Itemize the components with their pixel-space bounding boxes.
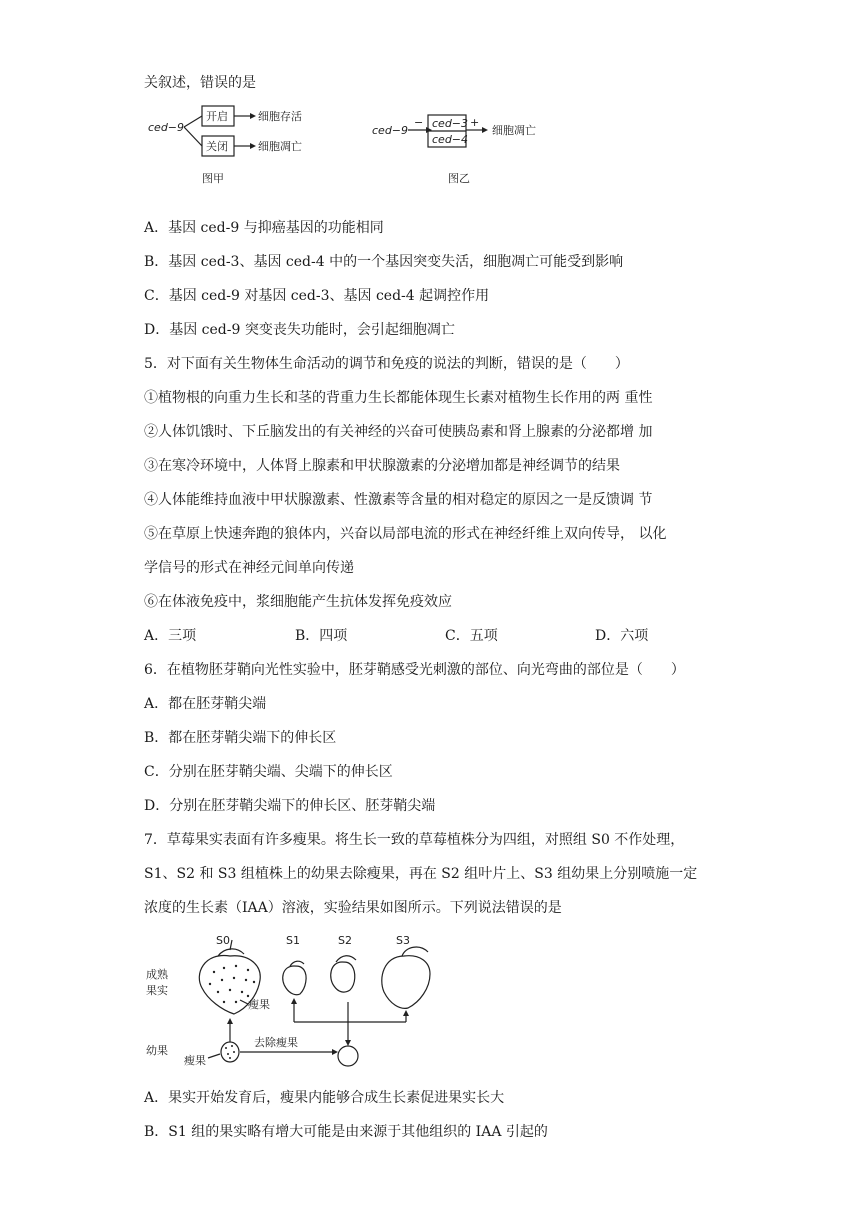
outcome-survive: 细胞存活 — [258, 110, 302, 123]
outcome-apoptosis: 细胞凋亡 — [258, 140, 302, 153]
q6-stem: 6．在植物胚芽鞘向光性实验中，胚芽鞘感受光刺激的部位、向光弯曲的部位是（ ） — [144, 662, 685, 678]
box-on-label: 开启 — [206, 110, 228, 123]
q6-option-c: C．分别在胚芽鞘尖端、尖端下的伸长区 — [144, 764, 393, 780]
q5-option-b: B．四项 — [295, 628, 348, 644]
box-off-label: 关闭 — [206, 140, 228, 153]
strawberry-figure — [144, 928, 450, 1072]
gene-label: ced−9 — [148, 121, 185, 134]
label-s3: S3 — [396, 934, 410, 947]
question-continuation: 关叙述，错误的是 — [144, 75, 256, 91]
q5-option-d: D．六项 — [595, 628, 649, 644]
q5-statement-5-cont: 学信号的形式在神经元间单向传递 — [144, 560, 354, 576]
outcome-apoptosis: 细胞凋亡 — [492, 124, 536, 137]
gene-label: ced−9 — [372, 124, 409, 137]
strawberry-no-achene — [338, 1046, 358, 1066]
q5-statement-5: ⑤在草原上快速奔跑的狼体内，兴奋以局部电流的形式在神经纤维上双向传导， 以化 — [144, 526, 667, 542]
arrow-up-icon — [291, 998, 297, 1004]
arrow-up-icon — [403, 1010, 409, 1016]
label-s2: S2 — [338, 934, 352, 947]
q6-option-d: D．分别在胚芽鞘尖端下的伸长区、胚芽鞘尖端 — [144, 798, 436, 814]
label-mature-1: 成熟 — [146, 968, 168, 981]
q6-option-b: B．都在胚芽鞘尖端下的伸长区 — [144, 730, 337, 746]
q7-option-a: A．果实开始发育后，瘦果内能够合成生长素促进果实长大 — [144, 1090, 505, 1106]
q5-option-c: C．五项 — [445, 628, 498, 644]
q4-option-b: B．基因 ced-3、基因 ced-4 中的一个基因突变失活，细胞凋亡可能受到影响 — [144, 254, 624, 270]
q5-statement-3: ③在寒冷环境中，人体肾上腺素和甲状腺激素的分泌增加都是神经调节的结果 — [144, 458, 620, 474]
arrow-right-icon — [332, 1049, 338, 1055]
label-s1: S1 — [286, 934, 300, 947]
arrow-down-icon — [345, 1040, 351, 1046]
inhibit-sign: − — [414, 116, 424, 129]
q5-statement-6: ⑥在体液免疫中，浆细胞能产生抗体发挥免疫效应 — [144, 594, 452, 610]
arrow-icon — [250, 113, 256, 119]
q4-option-d: D．基因 ced-9 突变丧失功能时，会引起细胞凋亡 — [144, 322, 455, 338]
label-s0: S0 — [216, 934, 230, 947]
promote-sign: + — [470, 116, 480, 129]
q4-option-a: A．基因 ced-9 与抑癌基因的功能相同 — [144, 220, 384, 236]
q5-option-a: A．三项 — [144, 628, 197, 644]
ced-gene-figure — [144, 98, 564, 206]
q7-stem-line-1: 7．草莓果实表面有许多瘦果。将生长一致的草莓植株分为四组，对照组 S0 不作处理， — [144, 832, 685, 848]
arrow-icon — [250, 143, 256, 149]
label-young-fruit: 幼果 — [146, 1044, 168, 1057]
q7-option-b: B．S1 组的果实略有增大可能是由来源于其他组织的 IAA 引起的 — [144, 1124, 548, 1140]
label-achene-bottom: 瘦果 — [184, 1054, 206, 1067]
caption-jia: 图甲 — [202, 172, 224, 185]
q5-statement-4: ④人体能维持血液中甲状腺激素、性激素等含量的相对稳定的原因之一是反馈调 节 — [144, 492, 653, 508]
strawberry-s1 — [283, 966, 306, 995]
box-ced4: ced−4 — [432, 133, 469, 146]
q6-option-a: A．都在胚芽鞘尖端 — [144, 696, 267, 712]
q7-stem-line-3: 浓度的生长素（IAA）溶液，实验结果如图所示。下列说法错误的是 — [144, 900, 562, 916]
arrow-icon — [482, 127, 488, 133]
arrow-up-icon — [227, 1018, 233, 1024]
label-remove-achene: 去除瘦果 — [254, 1036, 298, 1049]
box-ced3: ced−3 — [432, 117, 469, 130]
label-achene-top: 瘦果 — [248, 998, 270, 1011]
label-mature-2: 果实 — [146, 984, 168, 997]
strawberry-s2 — [331, 962, 355, 992]
q4-option-c: C．基因 ced-9 对基因 ced-3、基因 ced-4 起调控作用 — [144, 288, 490, 304]
q7-stem-line-2: S1、S2 和 S3 组植株上的幼果去除瘦果，再在 S2 组叶片上、S3 组幼果上分别喷施一定 — [144, 866, 698, 882]
strawberry-s3 — [382, 956, 430, 1009]
caption-yi: 图乙 — [448, 172, 470, 185]
q5-statement-2: ②人体饥饿时、下丘脑发出的有关神经的兴奋可使胰岛素和肾上腺素的分泌都增 加 — [144, 424, 653, 440]
q5-statement-1: ①植物根的向重力生长和茎的背重力生长都能体现生长素对植物生长作用的两 重性 — [144, 390, 653, 406]
q5-stem: 5．对下面有关生物体生命活动的调节和免疫的说法的判断，错误的是（ ） — [144, 356, 629, 372]
